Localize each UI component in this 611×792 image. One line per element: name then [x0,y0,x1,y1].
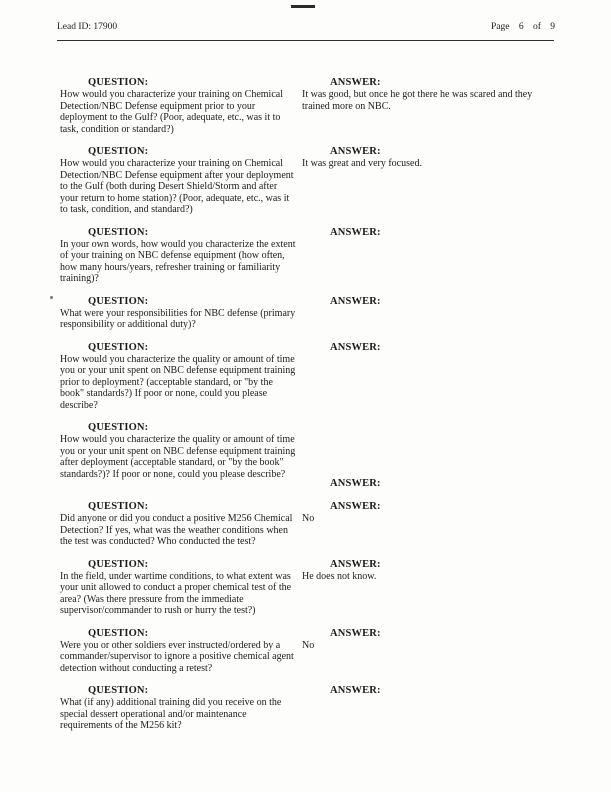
answer-text: He does not know. [302,570,377,582]
question-text: Did anyone or did you conduct a positive M256 Chemical Detection? If yes, what was the weather conditions when the test was conducted? Who conducted the test? [60,513,293,547]
question-cell [60,558,302,617]
answer-cell [302,145,560,216]
qa-row [60,627,565,675]
answer-label: ANSWER: [330,558,381,570]
answer-label: ANSWER: [330,478,381,489]
question-text: In the field, under wartime conditions, to what extent was your unit allowed to conduct a proper chemical test of the area? (Was there pressure from the immediate supervisor/commander to rush or hurry the test?) [60,570,292,616]
answer-label: ANSWER: [330,226,381,238]
question-cell [60,684,302,732]
page-word: Page [490,22,510,32]
lead-id: Lead ID: 17900 [57,22,118,32]
header-rule [57,40,554,41]
total-pages: 9 [550,22,555,32]
qa-row [60,500,565,548]
qa-row [60,76,565,135]
answer-cell [302,558,560,617]
of-word: of [532,22,541,32]
question-text: Were you or other soldiers ever instructed/ordered by a commander/supervisor to ignore a positive chemical agent detection without conducting a retest? [60,639,294,674]
page-header [57,22,555,32]
question-cell [60,627,302,675]
qa-row [60,558,565,617]
qa-row [60,226,565,285]
answer-cell [302,226,560,285]
answer-cell [302,421,560,490]
qa-content [60,76,565,742]
question-text: What (if any) additional training did you receive on the special dessert operational and/or maintenance requirements of the M256 kit? [60,697,282,731]
question-label: QUESTION: [88,501,149,512]
question-label: QUESTION: [88,146,149,157]
answer-text: It was great and very focused. [302,158,422,169]
page-indicator [491,22,555,32]
answer-cell [302,684,560,732]
qa-row [60,145,565,216]
question-cell [60,76,302,135]
question-cell [60,145,302,216]
qa-row [60,421,565,490]
answer-text: No [302,513,315,524]
answer-label: ANSWER: [330,146,381,157]
answer-cell [302,500,560,548]
question-cell [60,341,302,412]
page-number: 6 [518,22,524,32]
question-text: How would you characterize your training on Chemical Detection/NBC Defense equipment after your deployment to the Gulf (both during Desert Shield/Storm and after your return to home station)? (Poor, adequate, etc., was it to task, condition, and standard?) [60,158,294,215]
question-cell [60,500,302,548]
question-label: QUESTION: [88,685,149,696]
question-cell [60,421,302,490]
qa-row [60,684,565,732]
answer-label: ANSWER: [330,501,381,512]
question-cell [60,295,302,331]
question-label: QUESTION: [88,226,149,238]
scan-speck [50,296,53,299]
question-text: What were your responsibilities for NBC defense (primary responsibility or additional duty)? [60,307,296,330]
answer-cell [302,627,560,675]
answer-label: ANSWER: [330,295,381,307]
qa-row [60,341,565,412]
question-label: QUESTION: [88,295,149,307]
question-cell [60,226,302,285]
answer-label: ANSWER: [330,341,381,353]
qa-row [60,295,565,331]
question-label: QUESTION: [88,558,149,570]
answer-label: ANSWER: [330,627,381,639]
question-text: How would you characterize the quality or amount of time you or your unit spent on NBC defense equipment training prior to deployment? (acceptable standard, or "by the book" standards?) If poor or none, could you please describe? [60,353,296,411]
question-text: How would you characterize the quality or amount of time you or your unit spent on NBC defense equipment training after deployment (acceptable standard, or "by the book" standards?)? If poor or none, could you please describe? [60,434,296,480]
question-label: QUESTION: [88,627,149,639]
question-text: In your own words, how would you characterize the extent of your training on NBC defense equipment (how often, how many hours/years, refresher training or familiarity training)? [60,238,296,284]
question-text: How would you characterize your training on Chemical Detection/NBC Defense equipment prior to your deployment to the Gulf? (Poor, adequate, etc., was it to task, condition or standard?) [60,89,283,135]
scan-artifact-mark [291,5,315,8]
answer-label: ANSWER: [330,77,381,88]
answer-cell [302,341,560,412]
answer-text: It was good, but once he got there he was scared and they trained more on NBC. [302,89,533,112]
question-label: QUESTION: [88,341,149,353]
answer-label: ANSWER: [330,685,381,696]
answer-text: No [302,639,315,651]
answer-cell [302,76,560,135]
answer-cell [302,295,560,331]
question-label: QUESTION: [88,422,149,433]
question-label: QUESTION: [88,77,149,88]
